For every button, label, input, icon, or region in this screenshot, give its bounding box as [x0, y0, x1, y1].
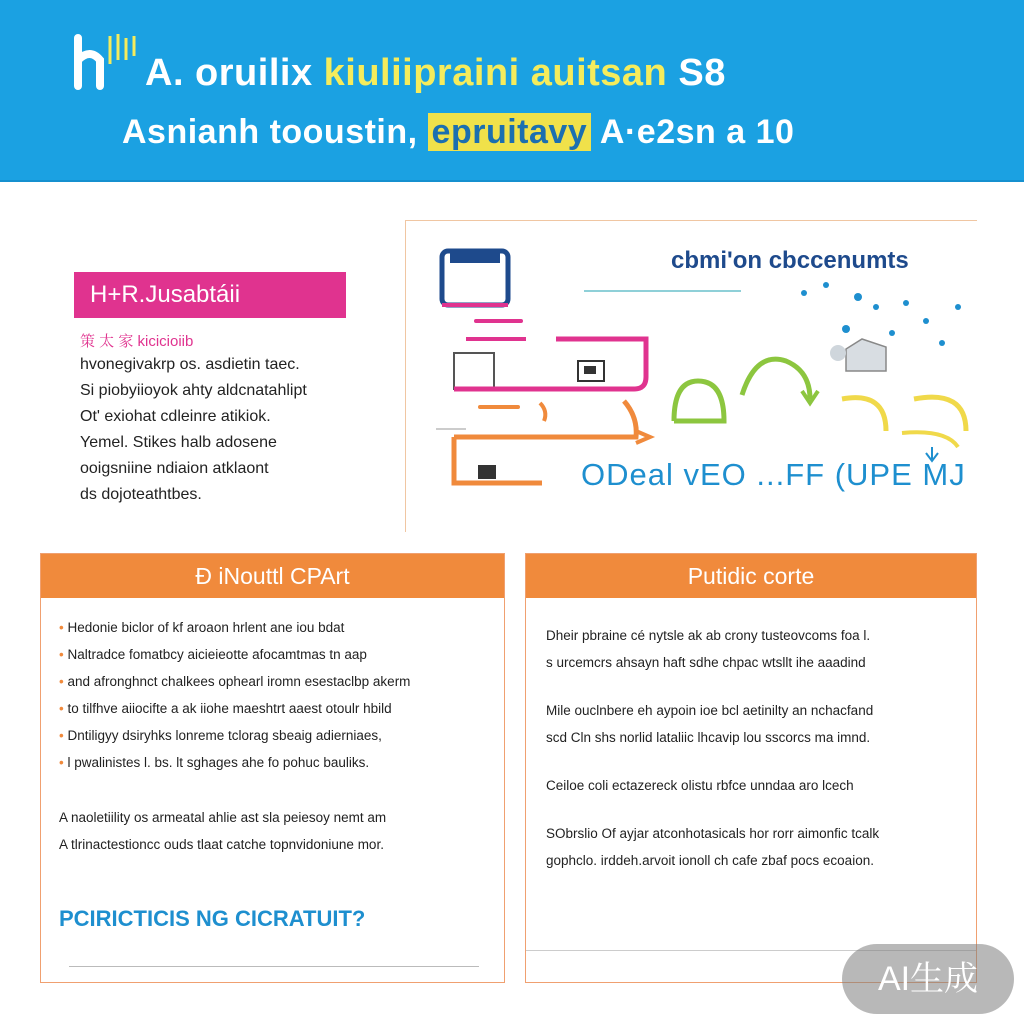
monitor-icon — [442, 251, 508, 305]
title-text-c: S8 — [678, 52, 726, 94]
subtitle-text-highlight: epruitavy — [428, 113, 592, 151]
intro-line: Yemel. Stikes halb adosene — [80, 434, 277, 451]
cloud-icon — [830, 339, 886, 371]
title-text-a: A. oruilix — [145, 52, 313, 94]
list-item: • and afronghnct chalkees ophearl iromn esestaclbp akerm — [59, 674, 411, 689]
info-line: SObrslio Of ayjar atconhotasicals hor rorr aimonfic tcalk — [546, 826, 880, 841]
list-item: • l pwalinistes l. bs. lt sghages ahe fo pohuc bauliks. — [59, 755, 370, 770]
diagram-card — [405, 220, 977, 532]
info-line: Dheir pbraine cé nytsle ak ab crony tusteovcoms foa l. — [546, 628, 871, 643]
list-item-text: and afronghnct chalkees ophearl iromn esestaclbp akerm — [67, 674, 411, 689]
intro-subtag: 策 太 家 kicicioiib — [80, 333, 194, 350]
info-line: Ceiloe coli ectazereck olistu rbfce unndaa aro lcech — [546, 778, 854, 793]
info-text — [546, 622, 966, 874]
intro-line: ooigsniine ndiaion atklaont — [80, 460, 269, 477]
list-item: • to tilfhve aiiocifte a ak iiohe maeshtrt aaest otoulr hbild — [59, 701, 392, 716]
intro-card — [40, 220, 380, 530]
intro-line: hvonegivakrp os. asdietin taec. — [80, 356, 300, 373]
list-item: • Dntiligyy dsiryhks lonreme tclorag sbeaig adierniaes, — [59, 728, 382, 743]
diagram-caption: ODeal vEO ...FF (UPE MJ — [581, 457, 966, 492]
spacer — [546, 751, 966, 772]
info-panel — [525, 553, 977, 983]
list-item-text: Naltradce fomatbcy aicieieotte afocamtmas tn aap — [67, 647, 367, 662]
list-item: • Hedonie biclor of kf aroaon hrlent ane iou bdat — [59, 620, 345, 635]
info-line: gophclo. irddeh.arvoit ionoll ch cafe zbaf pocs ecoaion. — [546, 853, 874, 868]
spacer — [546, 799, 966, 820]
diagram-title: cbmi'on cbccenumts — [671, 247, 909, 274]
logo-icon — [70, 30, 140, 100]
list-item: • Naltradce fomatbcy aicieieotte afocamtmas tn aap — [59, 647, 367, 662]
spacer — [546, 676, 966, 697]
intro-line: Ot' exiohat cdleinre atikiok. — [80, 408, 271, 425]
ai-generated-badge: AI生成 — [842, 944, 1014, 1014]
intro-line: Si piobyiioyok ahty aldcnatahlipt — [80, 382, 307, 399]
intro-tag: H+R.Jusabtáii — [74, 272, 346, 318]
info-panel-header: Putidic corte — [526, 554, 976, 598]
info-line: s urcemcrs ahsayn haft sdhe chpac wtsllt ihe aaadind — [546, 655, 866, 670]
note-line: A naoletiility os armeatal ahlie ast sla peiesoy nemt am — [59, 810, 387, 825]
intro-paragraph — [80, 352, 380, 508]
splash-dots — [801, 282, 961, 346]
green-loop-arrows — [674, 359, 818, 421]
list-item-text: l pwalinistes l. bs. lt sghages ahe fo pohuc bauliks. — [67, 755, 370, 770]
printer-icon — [454, 339, 646, 389]
divider — [69, 966, 479, 967]
banner-title-line-2 — [122, 113, 794, 152]
feature-list — [59, 614, 410, 776]
feature-panel-header: Ð iNouttl CPArt — [41, 554, 504, 598]
info-line: scd Cln shs norlid lataliic lhcavip lou sscorcs ma imnd. — [546, 730, 871, 745]
list-item-text: to tilfhve aiiocifte a ak iiohe maeshtrt aaest otoulr hbild — [67, 701, 392, 716]
list-item-text: Hedonie biclor of kf aroaon hrlent ane iou bdat — [67, 620, 345, 635]
banner-title-line-1 — [145, 52, 726, 95]
subtitle-text-c: A·e2sn a 10 — [599, 113, 795, 151]
intro-line: ds dojoteathtbes. — [80, 486, 202, 503]
list-item-text: Dntiligyy dsiryhks lonreme tclorag sbeaig adierniaes, — [67, 728, 382, 743]
note-line: A tlrinactestioncc ouds tlaat catche topnvidoniune mor. — [59, 837, 384, 852]
cta-heading: PCIRICTICIS NG CICRATUIT? — [59, 906, 366, 931]
subtitle-text-a: Asnianh tooustin, — [122, 113, 418, 151]
info-line: Mile ouclnbere eh aypoin ioe bcl aetinilty an nchacfand — [546, 703, 874, 718]
title-text-highlight: kiuliipraini auitsan — [323, 52, 668, 94]
feature-notes — [59, 804, 386, 858]
feature-panel — [40, 553, 505, 983]
yellow-loop-arrows — [842, 397, 966, 447]
header-banner — [0, 0, 1024, 182]
